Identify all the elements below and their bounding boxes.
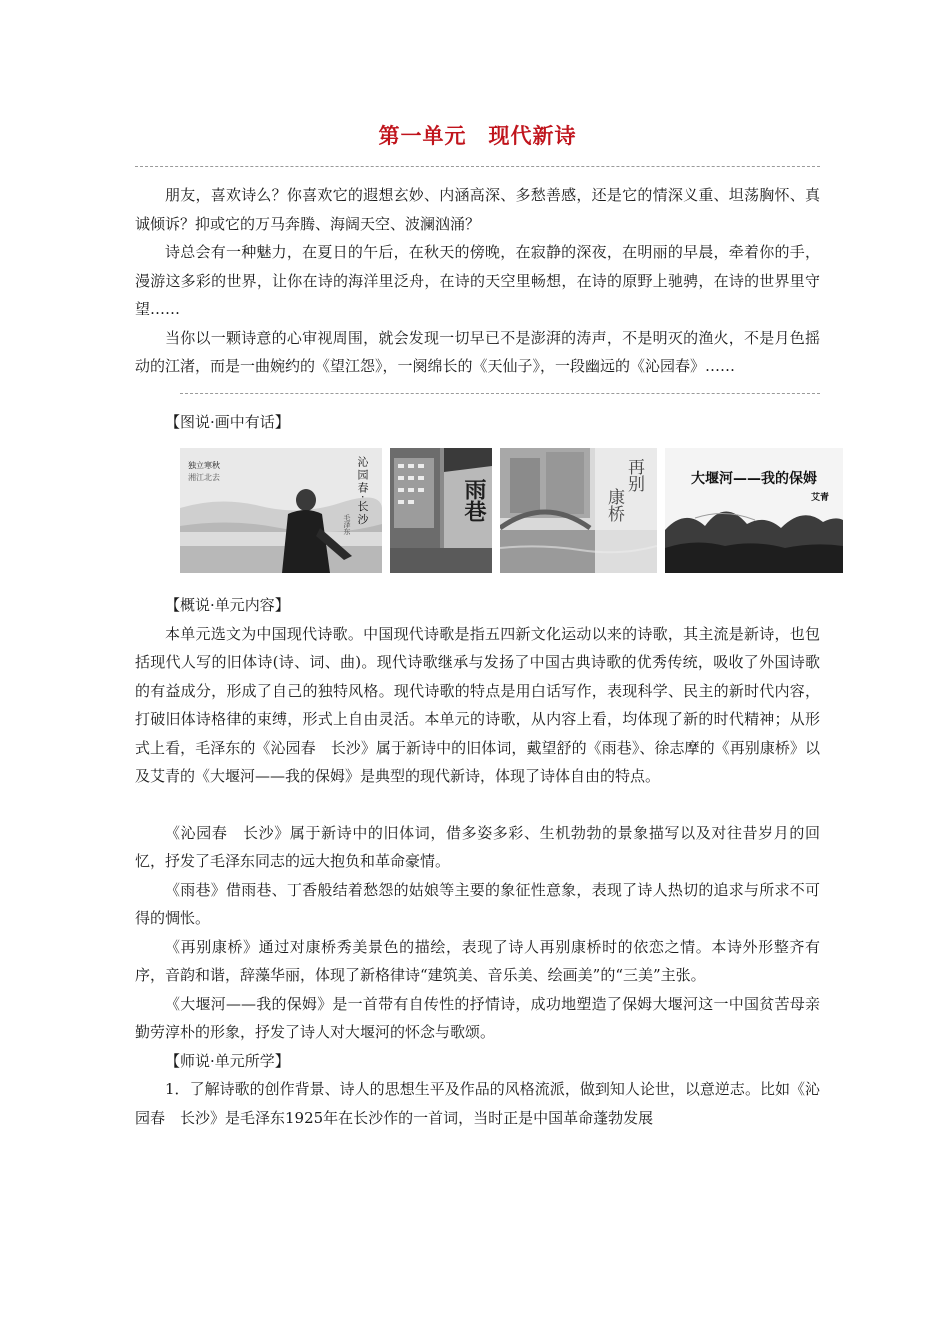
gallery-image-dayanhe: [665, 448, 843, 573]
summary-yuxiang: 《雨巷》借雨巷、丁香般结着愁怨的姑娘等主要的象征性意象，表现了诗人热切的追求与所求不可得的惆怅。: [135, 880, 820, 927]
overview-paragraph: 本单元选文为中国现代诗歌。中国现代诗歌是指五四新文化运动以来的诗歌，其主流是新诗，也包括现代人写的旧体诗(诗、词、曲)。现代诗歌继承与发扬了中国古典诗歌的优秀传统，吸收了外国诗歌的有益成分，形成了自己的独特风格。现代诗歌的特点是用白话写作，表现科学、民主的新时代内容，打破旧体诗格律的束缚，形式上自由灵活。本单元的诗歌，从内容上看，均体现了新的时代精神；从形式上看，毛泽东的《沁园春 长沙》属于新诗中的旧体词，戴望舒的《雨巷》、徐志摩的《再别康桥》以及艾青的《大堰河——我的保姆》是典型的现代新诗，体现了诗体自由的特点。: [135, 624, 820, 785]
gallery-image-qinyuanchun: [180, 448, 382, 573]
image-gallery: [180, 448, 830, 573]
gallery-image-yuxiang: [390, 448, 492, 573]
unit-title-part2: 现代新诗: [488, 124, 577, 148]
unit-title-part1: 第一单元: [378, 124, 467, 148]
document-page: [135, 110, 830, 1132]
gallery-4-title: 大堰河——我的保姆: [691, 471, 817, 487]
intro-paragraph-2: 诗总会有一种魅力，在夏日的午后，在秋天的傍晚，在寂静的深夜，在明丽的早晨，牵着你的手，漫游这多彩的世界，让你在诗的海洋里泛舟，在诗的天空里畅想，在诗的原野上驰骋，在诗的世界里守望……: [135, 243, 820, 318]
top-divider: [135, 166, 820, 167]
gallery-1-author: 毛泽东: [343, 514, 351, 535]
section-heading-teacher: 【师说·单元所学】: [165, 1051, 290, 1070]
gallery-1-title: 沁园春·长沙: [356, 456, 369, 527]
teacher-paragraph-1: 1．了解诗歌的创作背景、诗人的思想生平及作品的风格流派，做到知人论世，以意逆志。比如《沁园春 长沙》是毛泽东1925年在长沙作的一首词，当时正是中国革命蓬勃发展: [135, 1080, 820, 1127]
summary-zaibie-kangqiao: 《再别康桥》通过对康桥秀美景色的描绘，表现了诗人再别康桥时的依恋之情。本诗外形整齐有序，音韵和谐，辞藻华丽，体现了新格律诗“建筑美、音乐美、绘画美”的“三美”主张。: [135, 937, 820, 984]
unit-title: [135, 120, 820, 150]
summary-dayanhe: 《大堰河——我的保姆》是一首带有自传性的抒情诗，成功地塑造了保姆大堰河这一中国贫苦母亲勤劳淳朴的形象，抒发了诗人对大堰河的怀念与歌颂。: [135, 994, 820, 1041]
gallery-3-title-2: 康桥: [604, 488, 624, 522]
gallery-4-author: 艾青: [811, 493, 830, 503]
gallery-2-title: 雨巷: [461, 478, 486, 522]
intro-paragraph-3: 当你以一颗诗意的心审视周围，就会发现一切早已不是澎湃的涛声，不是明灭的渔火，不是月色摇动的江渚，而是一曲婉约的《望江怨》，一阕绵长的《天仙子》，一段幽远的《沁园春》……: [135, 328, 820, 375]
blank-line: [135, 791, 820, 819]
intro-section: [135, 181, 820, 381]
summary-qinyuanchun: 《沁园春 长沙》属于新诗中的旧体词，借多姿多彩、生机勃勃的景象描写以及对往昔岁月的回忆，抒发了毛泽东同志的远大抱负和革命豪情。: [135, 823, 820, 870]
intro-divider: [180, 393, 820, 394]
gallery-1-caption-small-1: 独立寒秋: [188, 461, 220, 470]
section-heading-overview: 【概说·单元内容】: [165, 596, 290, 614]
intro-paragraph-1: 朋友，喜欢诗么？你喜欢它的遐想玄妙、内涵高深、多愁善感，还是它的情深义重、坦荡胸怀、真诚倾诉？抑或它的万马奔腾、海阔天空、波澜汹涌？: [135, 186, 820, 233]
gallery-1-caption-small-2: 湘江北去: [188, 473, 220, 482]
gallery-3-title-1: 再别: [624, 458, 644, 492]
poem-summaries: [135, 819, 820, 1047]
gallery-image-zaibie-kangqiao: [500, 448, 657, 573]
section-heading-picture: 【图说·画中有话】: [165, 412, 290, 431]
